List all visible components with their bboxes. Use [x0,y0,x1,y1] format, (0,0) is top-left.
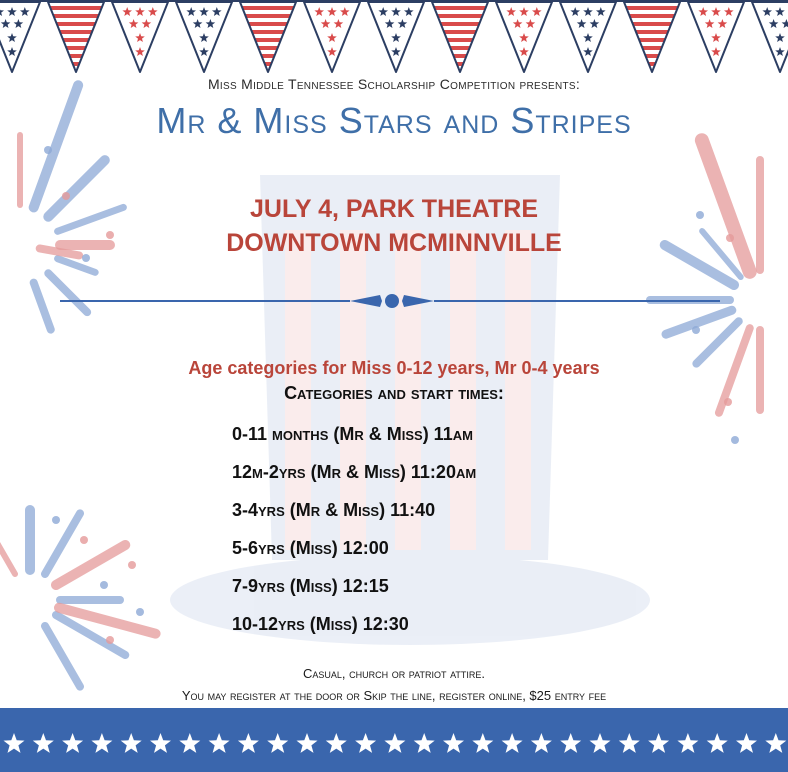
category-item: 7-9yrs (Miss) 12:15 [232,576,389,596]
bunting-flag [620,0,684,80]
white-star [677,733,698,753]
event-date: JULY 4, PARK THEATRE [249,195,539,223]
bunting-flag [236,0,300,80]
attire-note: Casual, church or patriot attire. [302,666,486,681]
white-star [33,733,54,753]
white-star [238,733,259,753]
bunting-flag [492,0,556,80]
bunting-flags [0,0,788,80]
white-star [297,733,318,753]
category-item: 3-4yrs (Mr & Miss) 11:40 [232,500,436,520]
white-star [619,733,640,753]
white-star [209,733,230,753]
bunting-flag [364,0,428,80]
white-star [502,733,523,753]
category-item: 10-12yrs (Miss) 12:30 [232,614,409,634]
star-row [0,724,788,764]
bunting-flag [108,0,172,80]
bunting-flag [0,0,44,80]
firework-left-bottom [0,510,156,687]
white-star [443,733,464,753]
white-star [4,733,25,753]
white-star [150,733,171,753]
white-star [765,733,786,753]
white-star [121,733,142,753]
event-title: Mr & Miss Stars and Stripes [156,100,632,141]
event-venue: DOWNTOWN MCMINNVILLE [226,229,562,257]
white-star [267,733,288,753]
category-item: 0-11 months (Mr & Miss) 11am [232,424,473,444]
bunting-flag [300,0,364,80]
bunting-flag [748,0,788,80]
white-star [414,733,435,753]
white-star [326,733,347,753]
bunting-flag [556,0,620,80]
bunting-flag [44,0,108,80]
ornamental-divider [60,290,720,312]
white-star [62,733,83,753]
white-star [384,733,405,753]
white-star [560,733,581,753]
white-star [707,733,728,753]
white-star [472,733,493,753]
categories-heading: Categories and start times: [284,383,504,403]
white-star [355,733,376,753]
age-categories: Age categories for Miss 0-12 years, Mr 0-4 years [188,358,600,378]
bunting-flag [172,0,236,80]
white-star [179,733,200,753]
category-item: 5-6yrs (Miss) 12:00 [232,538,389,558]
bunting-flag [684,0,748,80]
white-star [91,733,112,753]
category-item: 12m-2yrs (Mr & Miss) 11:20am [232,462,477,482]
registration-note: You may register at the door or Skip the line, register online, $25 entry fee [181,688,607,703]
white-star [590,733,611,753]
white-star [648,733,669,753]
presents-line: Miss Middle Tennessee Scholarship Competition presents: [207,76,581,92]
bunting-flag [428,0,492,80]
white-star [531,733,552,753]
white-star [736,733,757,753]
